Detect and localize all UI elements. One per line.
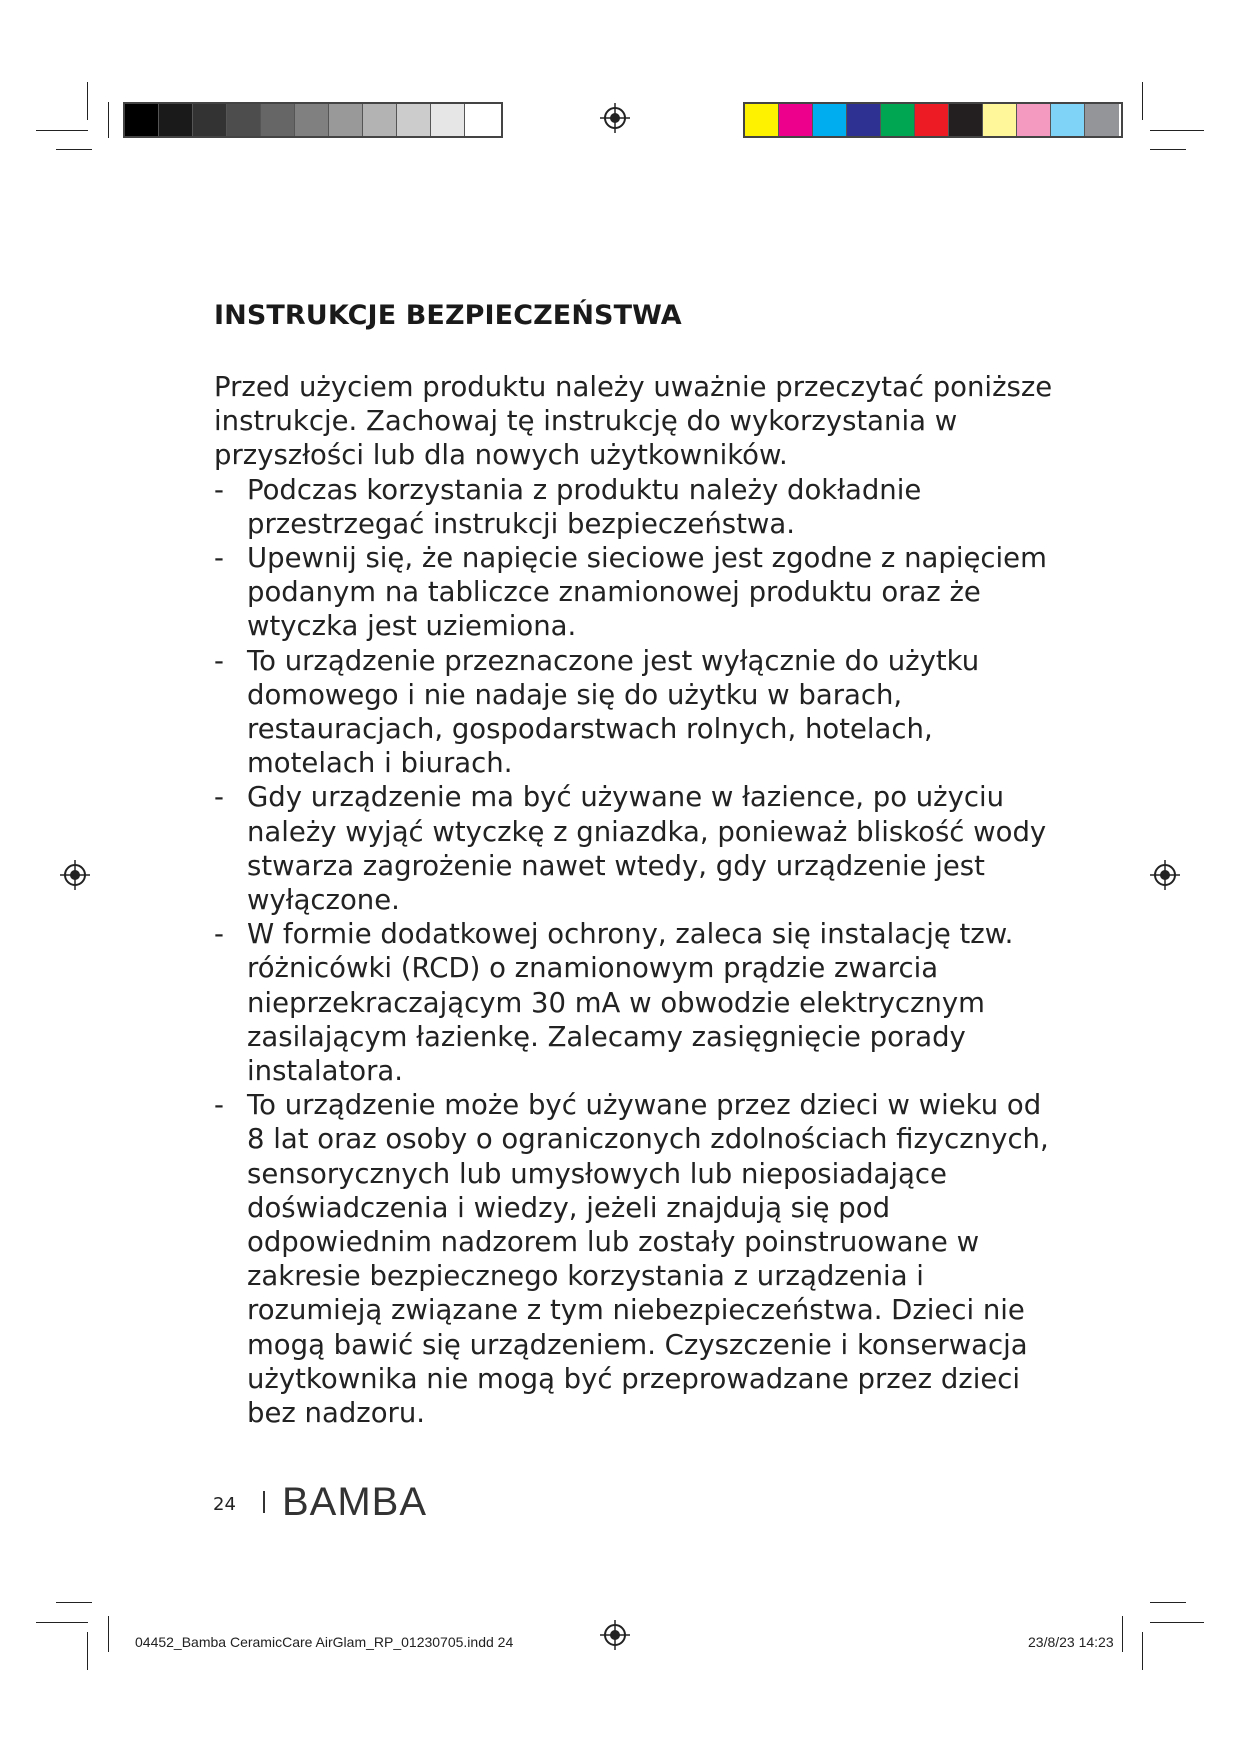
crop-mark	[1142, 82, 1143, 120]
brand-logo: BAMBA	[282, 1480, 428, 1524]
list-item: - To urządzenie przeznaczone jest wyłącznie do użytku domowego i nie nadaje się do użytku w barach, restauracjach, gospodarstwach rolnych, hotelach, motelach i biurach.	[214, 644, 980, 780]
crop-mark	[56, 149, 92, 150]
grayscale-color-bar	[123, 102, 503, 138]
registration-mark-icon	[1150, 860, 1180, 890]
color-swatch	[1085, 104, 1119, 136]
list-item: - To urządzenie może być używane przez dzieci w wieku od 8 lat oraz osoby o ograniczonych zdolnościach fizycznych, sensorycznych lub umysłowych lub nieposiadające doświadczenia i wiedzy, jeżeli znajdują się pod odpowiednim nadzorem lub zostały poinstruowane w zakresie bezpiecznego korzystania z urządzenia i rozumieją związane z tym niebezpieczeństwa. Dzieci nie mogą bawić się urządzeniem. Czyszczenie i konserwacja użytkownika nie mogą być przeprowadzane przez dzieci bez nadzoru.	[214, 1089, 1049, 1430]
registration-mark-icon	[600, 1620, 630, 1650]
page-number: 24	[213, 1494, 236, 1515]
instruction-list	[214, 473, 1054, 1431]
crop-mark	[1150, 130, 1204, 131]
color-swatch	[363, 104, 397, 136]
color-swatch	[813, 104, 847, 136]
footer-divider	[263, 1491, 265, 1513]
registration-mark-icon	[600, 103, 630, 133]
list-item: - Upewnij się, że napięcie sieciowe jest zgodne z napięciem podanym na tabliczce znamionowej produktu oraz że wtyczka jest uziemiona.	[214, 542, 1047, 643]
intro-paragraph: Przed użyciem produktu należy uważnie przeczytać poniższe instrukcje. Zachowaj tę instrukcję do wykorzystania w przyszłości lub dla nowych użytkowników.	[214, 371, 1053, 472]
list-item: - W formie dodatkowej ochrony, zaleca się instalację tzw. różnicówki (RCD) o znamionowym prądzie zwarcia nieprzekraczającym 30 mA w obwodzie elektrycznym zasilającym łazienkę. Zalecamy zasięgnięcie porady instalatora.	[214, 918, 1014, 1088]
crop-mark	[108, 1616, 109, 1652]
registration-mark-icon	[60, 860, 90, 890]
crop-mark	[56, 1602, 92, 1603]
color-swatch	[1017, 104, 1051, 136]
crop-mark	[1150, 149, 1186, 150]
color-swatch	[847, 104, 881, 136]
slug-timestamp: 23/8/23 14:23	[1028, 1634, 1114, 1650]
crop-mark	[1150, 1622, 1204, 1623]
safety-instructions	[214, 370, 1054, 1430]
color-swatch	[431, 104, 465, 136]
list-item: - Gdy urządzenie ma być używane w łazience, po użyciu należy wyjąć wtyczkę z gniazdka, ponieważ bliskość wody stwarza zagrożenie nawet wtedy, gdy urządzenie jest wyłączone.	[214, 781, 1047, 917]
crop-mark	[36, 130, 88, 131]
slug-filename: 04452_Bamba CeramicCare AirGlam_RP_01230705.indd 24	[135, 1634, 514, 1650]
color-swatch	[261, 104, 295, 136]
color-swatch	[465, 104, 499, 136]
cmyk-color-bar	[743, 102, 1123, 138]
color-swatch	[779, 104, 813, 136]
color-swatch	[329, 104, 363, 136]
crop-mark	[87, 82, 88, 120]
color-swatch	[159, 104, 193, 136]
color-swatch	[745, 104, 779, 136]
color-swatch	[227, 104, 261, 136]
crop-mark	[36, 1622, 88, 1623]
crop-mark	[1142, 1632, 1143, 1670]
crop-mark	[1122, 1616, 1123, 1652]
color-swatch	[1051, 104, 1085, 136]
color-swatch	[125, 104, 159, 136]
color-swatch	[915, 104, 949, 136]
color-swatch	[983, 104, 1017, 136]
list-item: - Podczas korzystania z produktu należy dokładnie przestrzegać instrukcji bezpieczeństwa.	[214, 473, 922, 540]
color-swatch	[881, 104, 915, 136]
page-title: INSTRUKCJE BEZPIECZEŃSTWA	[214, 300, 682, 331]
crop-mark	[108, 102, 109, 138]
crop-mark	[87, 1632, 88, 1670]
color-swatch	[193, 104, 227, 136]
crop-mark	[1150, 1602, 1186, 1603]
color-swatch	[397, 104, 431, 136]
color-swatch	[949, 104, 983, 136]
color-swatch	[295, 104, 329, 136]
